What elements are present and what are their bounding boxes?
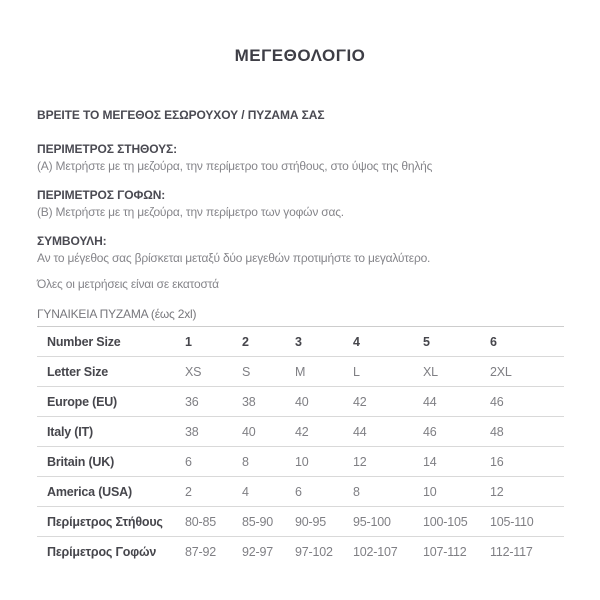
page-title: ΜΕΓΕΘΟΛΟΓΙΟ: [234, 46, 366, 65]
table-row-britain: [37, 447, 564, 477]
cell: 97-102: [295, 544, 333, 559]
table-row-hip-circumference: [37, 537, 564, 567]
cell: 6: [185, 454, 192, 469]
cell: 38: [185, 424, 199, 439]
cell: 2: [242, 334, 249, 349]
cell: 38: [242, 394, 256, 409]
row-label: Περίμετρος Στήθους: [47, 514, 163, 529]
cell: 12: [490, 484, 504, 499]
cell: 90-95: [295, 514, 326, 529]
cell: 10: [295, 454, 309, 469]
row-label: Britain (UK): [47, 454, 115, 469]
cell: S: [242, 364, 251, 379]
row-label: Europe (EU): [47, 394, 118, 409]
advice-heading: ΣΥΜΒΟΥΛΗ:: [37, 234, 107, 248]
table-row-letter-size: [37, 357, 564, 387]
cell: 8: [353, 484, 360, 499]
cell: 85-90: [242, 514, 273, 529]
cell: 42: [353, 394, 367, 409]
table-row-chest-circumference: [37, 507, 564, 537]
size-table-caption: ΓΥΝΑΙΚΕΙΑ ΠΥΖΑΜΑ (έως 2xl): [37, 307, 197, 321]
section-advice: [37, 233, 564, 267]
cell: 87-92: [185, 544, 216, 559]
section-hip-perimeter: [37, 187, 564, 221]
cell: 4: [242, 484, 249, 499]
cell: 6: [295, 484, 302, 499]
cell: 44: [423, 394, 437, 409]
size-table: [37, 326, 564, 567]
cell: 105-110: [490, 514, 534, 529]
cell: M: [295, 364, 306, 379]
cell: 102-107: [353, 544, 398, 559]
table-row-america: [37, 477, 564, 507]
cell: 40: [242, 424, 256, 439]
cell: 2: [185, 484, 192, 499]
hip-perimeter-instructions: (Β) Μετρήστε με τη μεζούρα, την περίμετρο των γοφών σας.: [37, 205, 344, 219]
cell: 2XL: [490, 364, 512, 379]
cell: 36: [185, 394, 199, 409]
cell: 3: [295, 334, 302, 349]
cell: XS: [185, 364, 202, 379]
cell: 48: [490, 424, 504, 439]
row-label: Letter Size: [47, 364, 109, 379]
cell: 42: [295, 424, 309, 439]
cell: 8: [242, 454, 249, 469]
row-label: Number Size: [47, 334, 121, 349]
cell: L: [353, 364, 360, 379]
cell: 4: [353, 334, 360, 349]
cell: 100-105: [423, 514, 468, 529]
cell: 95-100: [353, 514, 391, 529]
cell: 14: [423, 454, 437, 469]
cell: 40: [295, 394, 309, 409]
cell: 12: [353, 454, 367, 469]
hip-perimeter-heading: ΠΕΡΙΜΕΤΡΟΣ ΓΟΦΩΝ:: [37, 188, 166, 202]
advice-text: Αν το μέγεθος σας βρίσκεται μεταξύ δύο μεγεθών προτιμήστε το μεγαλύτερο.: [37, 251, 431, 265]
cell: XL: [423, 364, 438, 379]
cell: 44: [353, 424, 367, 439]
cell: 112-117: [490, 544, 533, 559]
cell: 10: [423, 484, 437, 499]
size-guide-content: [0, 107, 600, 567]
chest-perimeter-instructions: (Α) Μετρήστε με τη μεζούρα, την περίμετρο του στήθους, στο ύψος της θηλής: [37, 159, 433, 173]
cell: 6: [490, 334, 497, 349]
cell: 107-112: [423, 544, 467, 559]
cell: 80-85: [185, 514, 216, 529]
section-chest-perimeter: [37, 141, 564, 175]
cell: 5: [423, 334, 430, 349]
row-label: Περίμετρος Γοφών: [47, 544, 157, 559]
cell: 46: [423, 424, 437, 439]
cell: 16: [490, 454, 504, 469]
row-label: America (USA): [47, 484, 132, 499]
find-size-heading: ΒΡΕΙΤΕ ΤΟ ΜΕΓΕΘΟΣ ΕΣΩΡΟΥΧΟΥ / ΠΥΖΑΜΑ ΣΑΣ: [37, 108, 325, 122]
cell: 46: [490, 394, 504, 409]
table-row-number-size: [37, 327, 564, 357]
chest-perimeter-heading: ΠΕΡΙΜΕΤΡΟΣ ΣΤΗΘΟΥΣ:: [37, 142, 178, 156]
cell: 1: [185, 334, 192, 349]
table-row-europe: [37, 387, 564, 417]
table-row-italy: [37, 417, 564, 447]
row-label: Italy (IT): [47, 424, 93, 439]
units-note: Όλες οι μετρήσεις είναι σε εκατοστά: [37, 277, 219, 291]
cell: 92-97: [242, 544, 273, 559]
